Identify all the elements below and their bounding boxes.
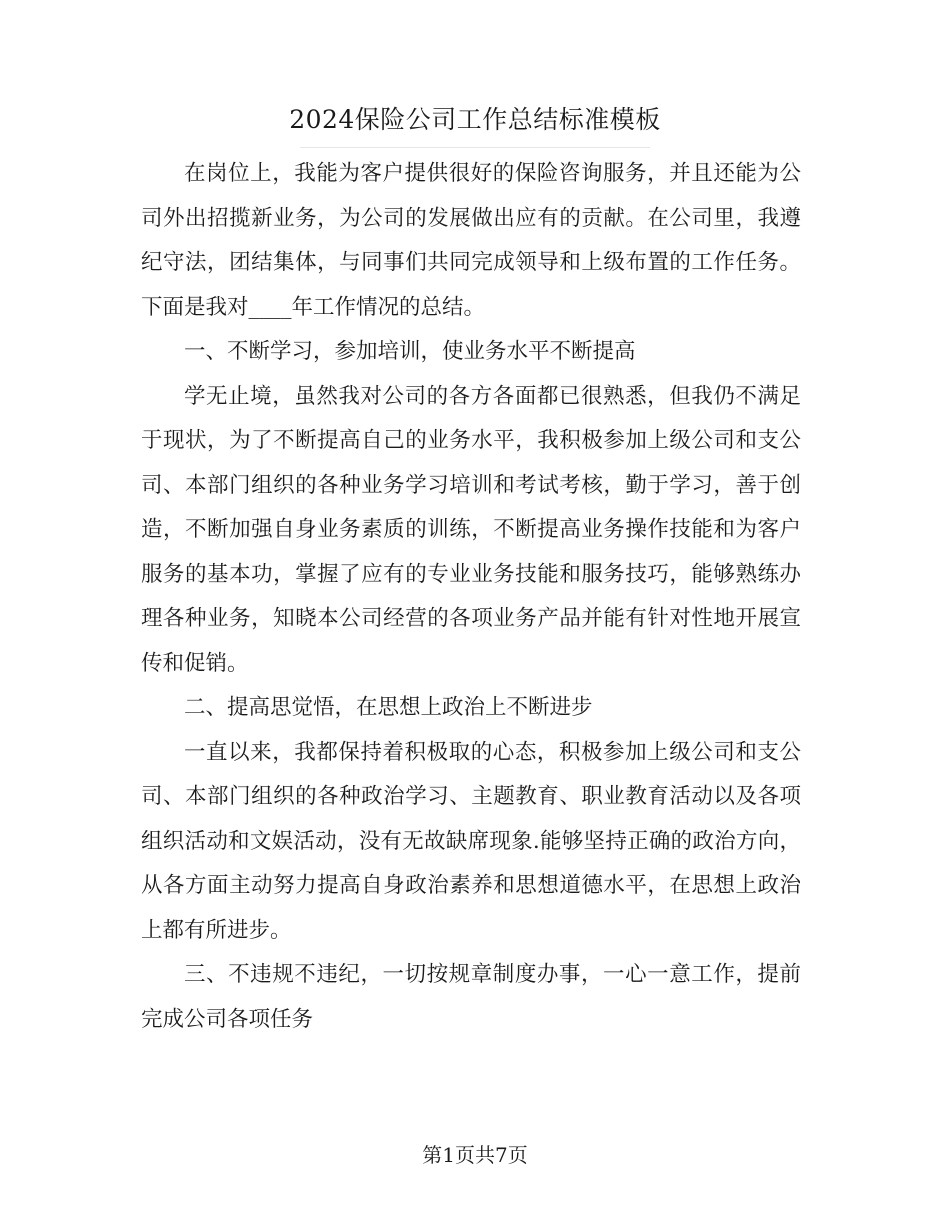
section-heading-1: 一、不断学习，参加培训，使业务水平不断提高 bbox=[184, 339, 636, 364]
section-heading-2: 二、提高思觉悟，在思想上政治上不断进步 bbox=[184, 695, 593, 720]
page-number-footer: 第1页共7页 bbox=[422, 1143, 528, 1167]
title-divider bbox=[300, 147, 650, 148]
document-body bbox=[141, 152, 801, 1042]
intro-paragraph: 在岗位上，我能为客户提供很好的保险咨询服务，并且还能为公司外出招揽新业务，为公司的发展做出应有的贡献。在公司里，我遵纪守法，团结集体，与同事们共同完成领导和上级布置的工作任务。下面是我对____年工作情况的总结。 bbox=[141, 161, 801, 320]
page-title: 2024保险公司工作总结标准模板 bbox=[289, 105, 661, 134]
section-heading-3: 三、不违规不违纪，一切按规章制度办事，一心一意工作，提前完成公司各项任务 bbox=[141, 962, 801, 1032]
section-paragraph-1: 学无止境，虽然我对公司的各方各面都已很熟悉，但我仍不满足于现状，为了不断提高自己的业务水平，我积极参加上级公司和支公司、本部门组织的各种业务学习培训和考试考核，勤于学习，善于创造，不断加强自身业务素质的训练，不断提高业务操作技能和为客户服务的基本功，掌握了应有的专业业务技能和服务技巧，能够熟练办理各种业务，知晓本公司经营的各项业务产品并能有针对性地开展宣传和促销。 bbox=[141, 383, 801, 676]
section-paragraph-2: 一直以来，我都保持着积极取的心态，积极参加上级公司和支公司、本部门组织的各种政治学习、主题教育、职业教育活动以及各项组织活动和文娱活动，没有无故缺席现象.能够坚持正确的政治方向，从各方面主动努力提高自身政治素养和思想道德水平，在思想上政治上都有所进步。 bbox=[141, 739, 801, 943]
